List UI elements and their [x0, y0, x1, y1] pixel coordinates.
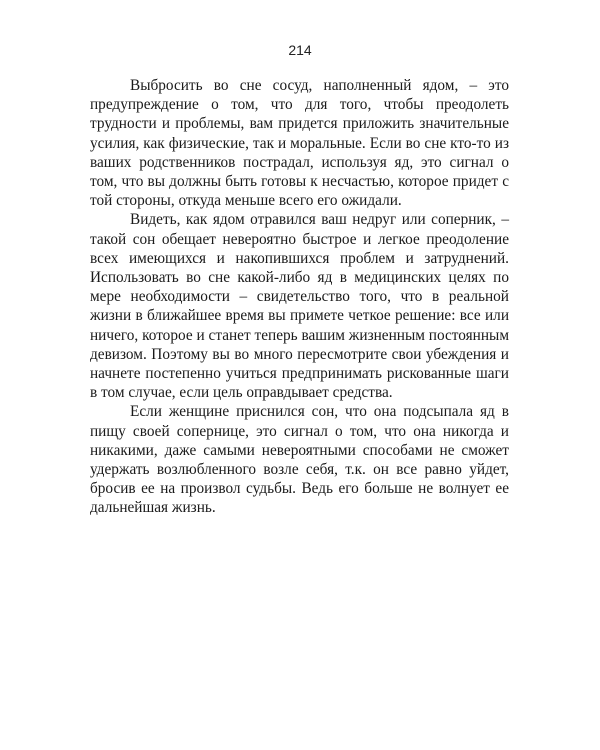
page-body	[90, 76, 509, 518]
page-number: 214	[288, 42, 312, 58]
paragraph-1: Выбросить во сне сосуд, наполненный ядом, – это предупреждение о том, что для того, чтобы преодолеть трудности и проблемы, вам придется приложить значительные усилия, как физические, так и моральные. Если во сне кто-то из ваших родственников пострадал, используя яд, это сигнал о том, что вы должны быть готовы к несчастью, которое придет с той стороны, откуда меньше всего его ожидали.	[90, 77, 509, 210]
paragraph-3: Если женщине приснился сон, что она подсыпала яд в пищу своей сопернице, это сигнал о том, что она никогда и никакими, даже самыми невероятными способами не сможет удержать возлюбленного возле себя, т.к. он все равно уйдет, бросив ее на произвол судьбы. Ведь его больше не волнует ее дальнейшая жизнь.	[90, 403, 509, 517]
paragraph-2: Видеть, как ядом отравился ваш недруг или соперник, – такой сон обещает невероятно быстрое и легкое преодоление всех имеющихся и накопившихся проблем и затруднений. Использовать во сне какой-либо яд в медицинских целях по мере необходимости – свидетельство того, что в реальной жизни в ближайшее время вы примете четкое решение: все или ничего, которое и станет теперь вашим жизненным постоянным девизом. Поэтому вы во много пересмотрите свои убеждения и начнете постепенно учиться предпринимать рискованные шаги в том случае, если цель оправдывает средства.	[90, 211, 509, 402]
